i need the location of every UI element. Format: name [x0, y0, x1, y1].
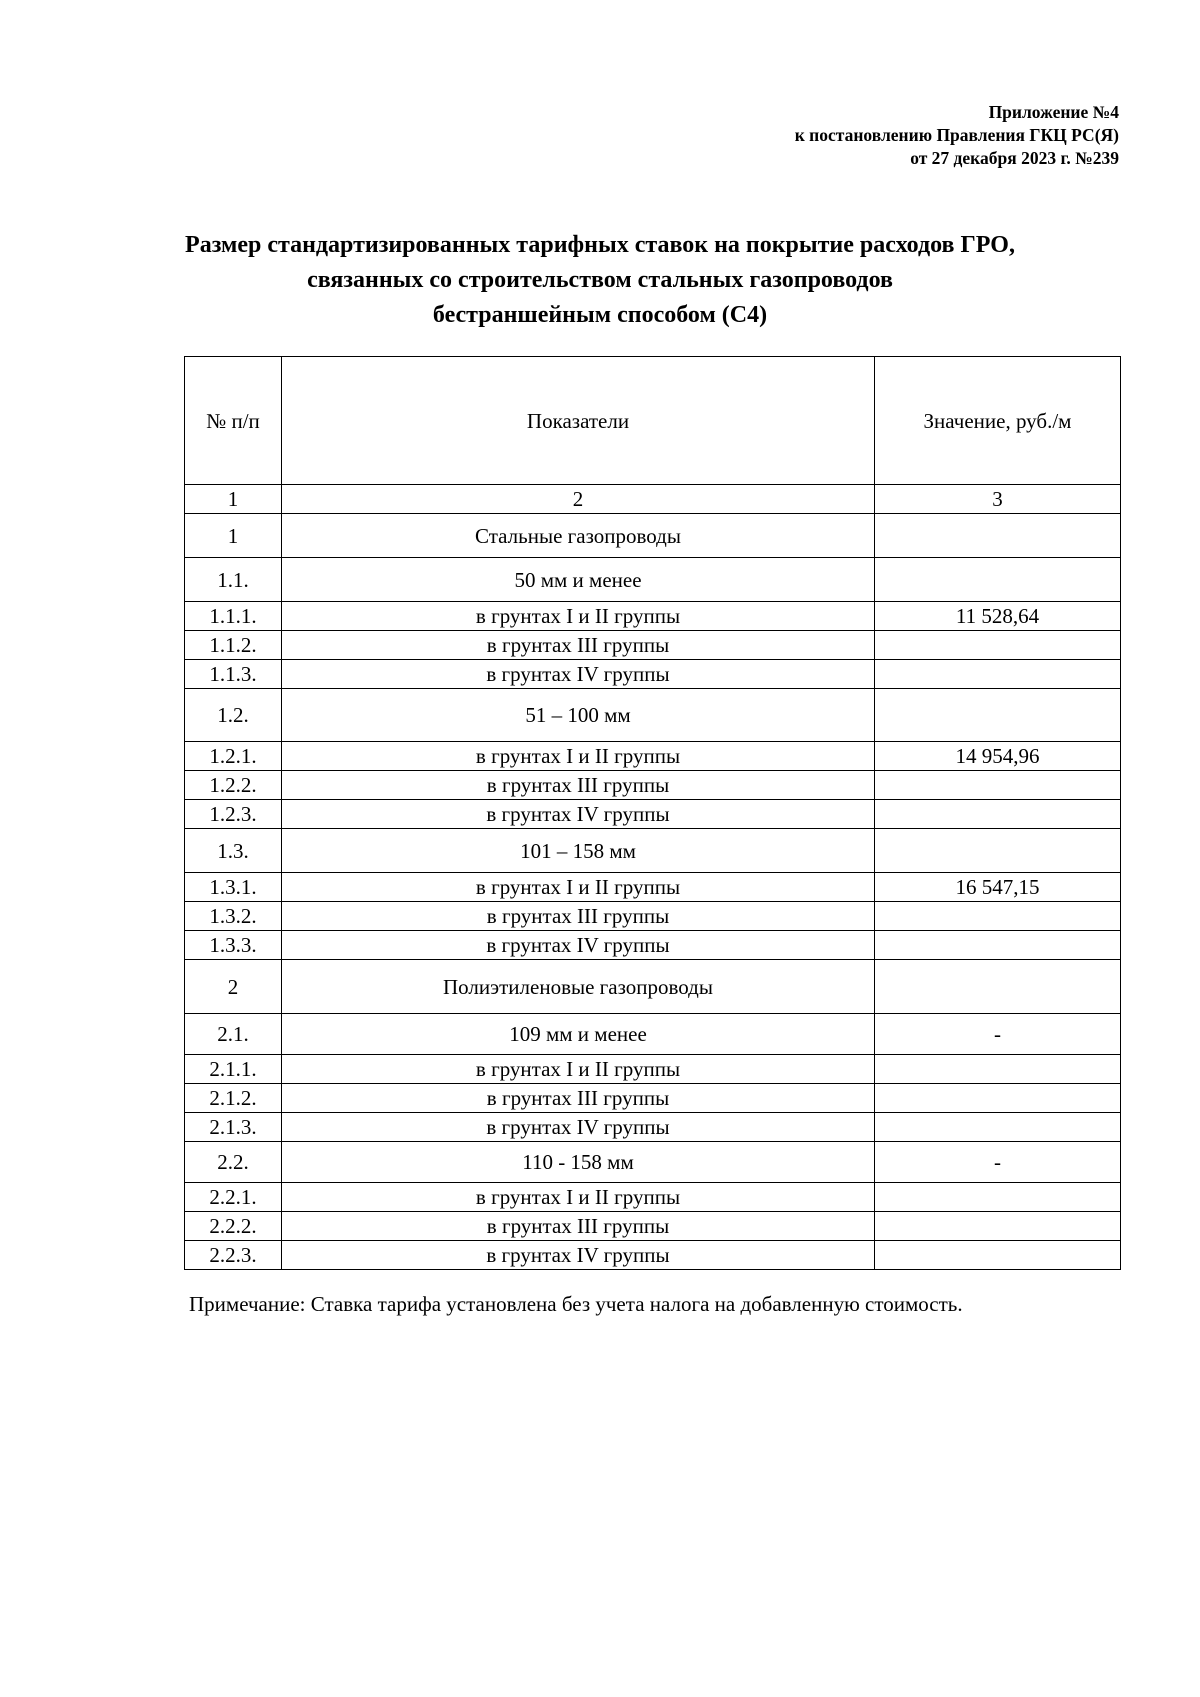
row-indicator-cell: в грунтах III группы — [282, 631, 875, 660]
row-value-cell: - — [875, 1142, 1121, 1183]
row-indicator-cell: Стальные газопроводы — [282, 514, 875, 558]
table-row — [185, 931, 1121, 960]
row-value-cell — [875, 1183, 1121, 1212]
document-title — [0, 228, 1200, 333]
row-value-cell: 16 547,15 — [875, 873, 1121, 902]
table-row — [185, 800, 1121, 829]
row-value-cell — [875, 1055, 1121, 1084]
row-value-cell — [875, 660, 1121, 689]
row-number-cell: 1.2.2. — [185, 771, 282, 800]
table-row — [185, 514, 1121, 558]
table-row — [185, 1084, 1121, 1113]
row-number-cell: 1.3.1. — [185, 873, 282, 902]
row-value-cell — [875, 902, 1121, 931]
row-value-cell — [875, 800, 1121, 829]
row-indicator-cell: в грунтах I и II группы — [282, 1183, 875, 1212]
row-value-cell — [875, 931, 1121, 960]
row-number-cell: 1.3.3. — [185, 931, 282, 960]
column-number-row — [185, 485, 1121, 514]
table-row — [185, 1113, 1121, 1142]
row-value-cell — [875, 514, 1121, 558]
table-row — [185, 602, 1121, 631]
column-number-cell: 2 — [282, 485, 875, 514]
row-indicator-cell: Полиэтиленовые газопроводы — [282, 960, 875, 1014]
table-row — [185, 689, 1121, 742]
table-row — [185, 1014, 1121, 1055]
appendix-reference: к постановлению Правления ГКЦ РС(Я) — [794, 125, 1119, 145]
row-number-cell: 1.3. — [185, 829, 282, 873]
row-number-cell: 2.2.3. — [185, 1241, 282, 1270]
row-indicator-cell: в грунтах I и II группы — [282, 873, 875, 902]
title-line-1: Размер стандартизированных тарифных ставок на покрытие расходов ГРО, — [185, 232, 1015, 258]
table-row — [185, 829, 1121, 873]
row-value-cell — [875, 771, 1121, 800]
row-number-cell: 2.2. — [185, 1142, 282, 1183]
row-number-cell: 2.1.3. — [185, 1113, 282, 1142]
table-row — [185, 631, 1121, 660]
row-indicator-cell: в грунтах III группы — [282, 771, 875, 800]
row-indicator-cell: 51 – 100 мм — [282, 689, 875, 742]
appendix-block — [795, 101, 1119, 170]
row-indicator-cell: 50 мм и менее — [282, 558, 875, 602]
row-value-cell: 14 954,96 — [875, 742, 1121, 771]
row-value-cell — [875, 1113, 1121, 1142]
row-number-cell: 1.2.3. — [185, 800, 282, 829]
row-value-cell — [875, 960, 1121, 1014]
row-number-cell: 1.1.1. — [185, 602, 282, 631]
row-indicator-cell: в грунтах I и II группы — [282, 1055, 875, 1084]
table-row — [185, 902, 1121, 931]
row-number-cell: 2 — [185, 960, 282, 1014]
table-row — [185, 1055, 1121, 1084]
row-number-cell: 2.2.2. — [185, 1212, 282, 1241]
tariff-table — [184, 356, 1121, 1270]
footnote: Примечание: Ставка тарифа установлена без учета налога на добавленную стоимость. — [189, 1292, 963, 1316]
row-value-cell — [875, 1212, 1121, 1241]
row-indicator-cell: в грунтах IV группы — [282, 931, 875, 960]
row-value-cell: - — [875, 1014, 1121, 1055]
row-number-cell: 1.2. — [185, 689, 282, 742]
table-row — [185, 660, 1121, 689]
row-indicator-cell: 109 мм и менее — [282, 1014, 875, 1055]
title-line-2: связанных со строительством стальных газопроводов — [307, 267, 893, 293]
row-indicator-cell: в грунтах IV группы — [282, 1241, 875, 1270]
row-number-cell: 1.3.2. — [185, 902, 282, 931]
row-value-cell — [875, 1241, 1121, 1270]
row-indicator-cell: в грунтах IV группы — [282, 1113, 875, 1142]
row-number-cell: 2.1.1. — [185, 1055, 282, 1084]
row-indicator-cell: 101 – 158 мм — [282, 829, 875, 873]
row-number-cell: 1.1.3. — [185, 660, 282, 689]
table-row — [185, 558, 1121, 602]
title-line-3: бестраншейным способом (С4) — [432, 302, 768, 328]
row-indicator-cell: в грунтах I и II группы — [282, 742, 875, 771]
table-row — [185, 1241, 1121, 1270]
row-number-cell: 2.1. — [185, 1014, 282, 1055]
row-number-cell: 2.2.1. — [185, 1183, 282, 1212]
appendix-label: Приложение №4 — [988, 102, 1119, 122]
header-row — [185, 357, 1121, 485]
header-cell-number: № п/п — [185, 357, 282, 485]
row-value-cell — [875, 631, 1121, 660]
row-indicator-cell: в грунтах III группы — [282, 902, 875, 931]
row-value-cell — [875, 1084, 1121, 1113]
table-row — [185, 873, 1121, 902]
row-indicator-cell: 110 - 158 мм — [282, 1142, 875, 1183]
row-indicator-cell: в грунтах IV группы — [282, 660, 875, 689]
row-number-cell: 1.2.1. — [185, 742, 282, 771]
row-indicator-cell: в грунтах III группы — [282, 1084, 875, 1113]
table-row — [185, 742, 1121, 771]
row-indicator-cell: в грунтах III группы — [282, 1212, 875, 1241]
table-row — [185, 1183, 1121, 1212]
table-row — [185, 771, 1121, 800]
row-value-cell — [875, 829, 1121, 873]
table-row — [185, 1212, 1121, 1241]
header-cell-value: Значение, руб./м — [875, 357, 1121, 485]
column-number-cell: 1 — [185, 485, 282, 514]
header-cell-indicators: Показатели — [282, 357, 875, 485]
row-number-cell: 1.1.2. — [185, 631, 282, 660]
row-value-cell — [875, 558, 1121, 602]
row-indicator-cell: в грунтах IV группы — [282, 800, 875, 829]
row-value-cell — [875, 689, 1121, 742]
row-indicator-cell: в грунтах I и II группы — [282, 602, 875, 631]
row-number-cell: 1 — [185, 514, 282, 558]
row-number-cell: 1.1. — [185, 558, 282, 602]
column-number-cell: 3 — [875, 485, 1121, 514]
table-row — [185, 960, 1121, 1014]
row-number-cell: 2.1.2. — [185, 1084, 282, 1113]
row-value-cell: 11 528,64 — [875, 602, 1121, 631]
appendix-date: от 27 декабря 2023 г. №239 — [910, 148, 1119, 168]
table-row — [185, 1142, 1121, 1183]
